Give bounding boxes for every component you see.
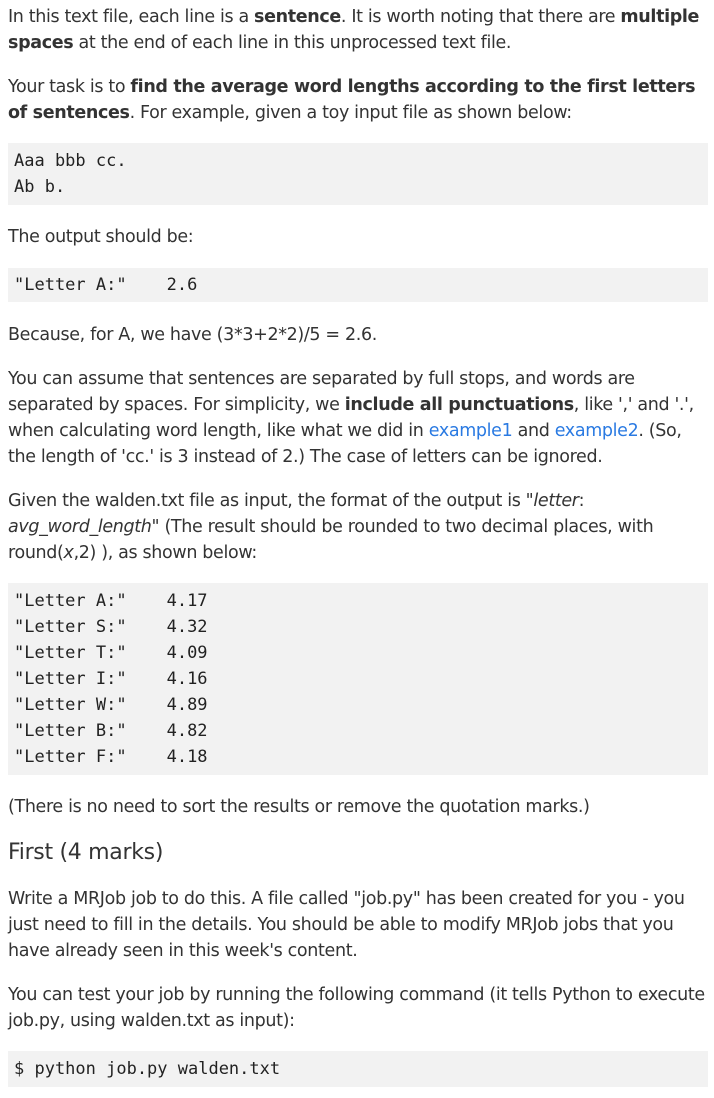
results-code-block [8,583,708,775]
output-intro: The output should be: [8,227,194,247]
result-row [14,692,702,718]
toy-output-code-block [8,268,708,302]
result-value: 4.32 [166,617,208,637]
result-row [14,718,702,744]
example1-link[interactable]: example1 [428,421,513,441]
section-heading: First (4 marks) [8,840,164,865]
task-emphasis: find the average word lengths according to the first letters of sentences [8,77,696,123]
result-value: 4.09 [166,643,208,663]
result-row [14,614,702,640]
result-row [14,640,702,666]
result-letter: "Letter B:" [14,721,127,741]
command-line: $ python job.py walden.txt [14,1059,281,1079]
because-paragraph: Because, for A, we have (3*3+2*2)/5 = 2.6. [8,325,377,345]
result-value: 4.16 [166,669,208,689]
example2-link[interactable]: example2 [554,421,639,441]
result-value: 4.89 [166,695,208,715]
code-line: "Letter A:" 2.6 [14,275,198,295]
format-paragraph: Given the walden.txt file as input, the format of the output is "letter: avg_word_length" (The result should be rounded to two decimal places, with round(x,2) ), as shown below: [8,491,654,563]
test-paragraph: You can test your job by running the following command (it tells Python to execute job.py, using walden.txt as input): [8,985,705,1031]
result-letter: "Letter I:" [14,669,127,689]
intro-paragraph: In this text file, each line is a sentence. It is worth noting that there are multiple spaces at the end of each line in this unprocessed text file. [8,7,700,53]
sentence-term: sentence [254,7,341,27]
assumption-paragraph: You can assume that sentences are separated by full stops, and words are separated by spaces. For simplicity, we include all punctuations, like ',' and '.', when calculating word length, like what we did in example1 and example2. (So, the length of 'cc.' is 3 instead of 2.) The case of letters can be ignored. [8,369,694,467]
no-sort-note: (There is no need to sort the results or remove the quotation marks.) [8,797,590,817]
toy-input-code-block [8,143,708,205]
result-value: 4.18 [166,747,208,767]
multiple-spaces-term: multiple spaces [8,7,700,53]
result-row [14,588,702,614]
result-value: 4.17 [166,591,208,611]
result-letter: "Letter S:" [14,617,127,637]
result-value: 4.82 [166,721,208,741]
punctuation-emphasis: include all punctuations [344,395,574,415]
result-letter: "Letter T:" [14,643,127,663]
mrjob-paragraph: Write a MRJob job to do this. A file called "job.py" has been created for you - you just need to fill in the details. You should be able to modify MRJob jobs that you have already seen in this week's content. [8,889,685,961]
result-row [14,666,702,692]
code-line: Ab b. [14,177,66,197]
result-letter: "Letter F:" [14,747,127,767]
command-code-block [8,1051,708,1087]
code-line: Aaa bbb cc. [14,151,127,171]
result-letter: "Letter W:" [14,695,127,715]
task-paragraph: Your task is to find the average word lengths according to the first letters of sentences. For example, given a toy input file as shown below: [8,77,696,123]
result-letter: "Letter A:" [14,591,127,611]
result-row [14,744,702,770]
